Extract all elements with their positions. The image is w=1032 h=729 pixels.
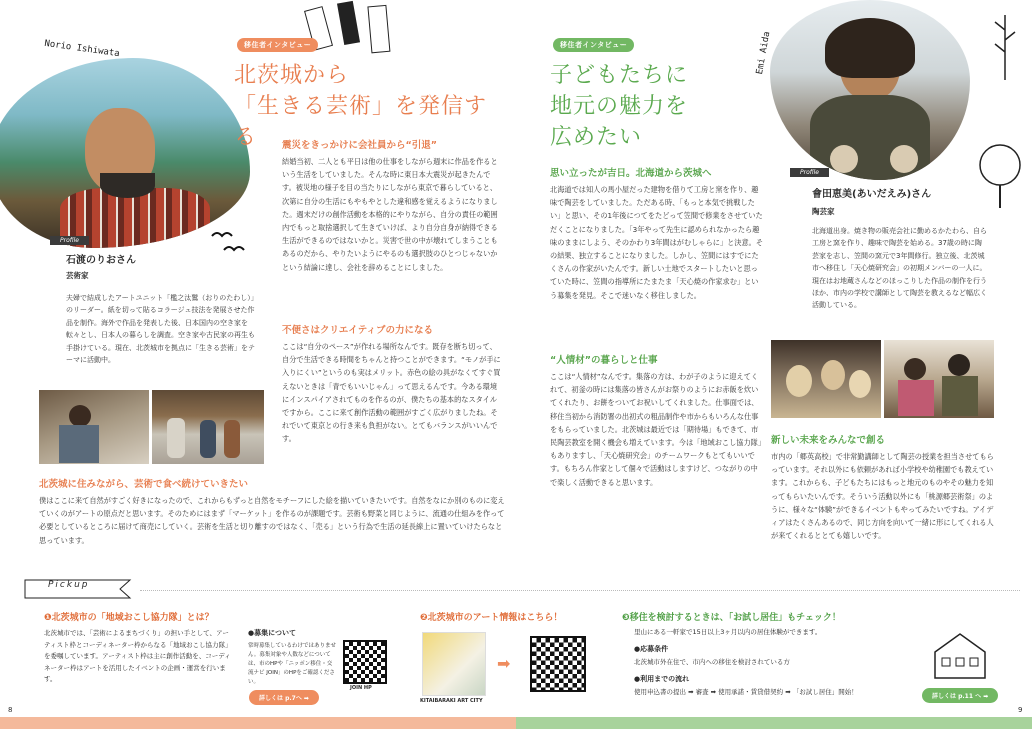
photo-group	[152, 390, 264, 464]
right-s1-text: 北海道では知人の馬小屋だった建物を借りて工房と窯を作り、趣味で陶芸をしていました。ただある時、「もっと本気で挑戦したい」と思い、その1年後につてをたどって笠間で修業をさせていただくことになりました。「3年やって先生に認められなかったら趣味のままにしよう、そのかわり3年間はがむしゃらに」と決意。その結果、独立することになりました。しかし、笠間にはすでにたくさんの作家がいたんです。新しい土地でスタートしたいと思っていた時に、笠間の指導所にたまたま「天心焼の作家求む」という募集を発見。そこで迷いなく移住しました。	[550, 185, 764, 300]
photo-workshop	[39, 390, 149, 464]
left-s3-title: 北茨城に住みながら、芸術で食べ続けていきたい	[39, 479, 249, 490]
portrait-ishiwata	[0, 58, 250, 248]
right-s3-title: 新しい未来をみんなで創る	[771, 435, 886, 446]
qr-art	[530, 636, 586, 692]
byline-right: Emi Aida	[754, 30, 773, 76]
right-tag: 移住者インタビュー	[553, 38, 634, 52]
page-number-left: 8	[8, 706, 13, 714]
plant-decoration	[985, 10, 1025, 80]
qr-join	[343, 640, 387, 684]
left-s3-text: 僕はここに来て自然がすごく好きになったので、これからもずっと自然をモチーフにした絵を描いていきたいです。自然をなにか別のものに変えていくのがアートの原点だと思います。そのためにはまず「マーケット」を作るのが課題です。芸術も野菜と同じように、流通の仕組みを作って必要としているところに届けて商売にしていく。芸術を生活と切り離すのではなく、「売る」という行為で生活の延長線上に置いていけたらなと思っています。	[39, 496, 505, 545]
pickup-col1-button[interactable]: 詳しくは p.7へ ➡	[249, 690, 319, 705]
right-profile-text: 北海道出身。焼き物の販売会社に勤めるかたわら、自ら工房と窯を作り、趣味で陶芸を始める。37歳の時に陶芸家を志し、笠間の窯元で3年間修行。独立後、北茨城市へ移住し「天心焼研究会」の初期メンバーの一人に。現在はお地蔵さんなどのほっこりした作品の制作を行うほか、市内の学校で講師として陶芸を教えるなど幅広く活動している。	[812, 227, 987, 310]
pickup-col3-button[interactable]: 詳しくは p.11 へ ➡	[922, 688, 998, 703]
left-headline-line2: 「生きる芸術」を発信する	[234, 94, 488, 150]
qr-join-label: JOIN HP	[350, 685, 372, 691]
right-s2-title: “人情材”の暮らしと仕事	[550, 355, 658, 366]
page-number-right: 9	[1018, 706, 1023, 714]
right-profile-tag: Profile	[790, 168, 829, 177]
pickup-col3-cond-text: 北茨城市外在住で、市内への移住を検討されている方	[634, 658, 790, 666]
pickup-col1-title: ❶北茨城市の「地域おこし協力隊」とは？	[44, 613, 214, 623]
pickup-col3-text: 里山にある一軒家で15日以上3ヶ月以内の居住体験ができます。	[634, 628, 822, 636]
left-profile-text: 夫婦で結成したアートユニット「檻之汰鷲（おりのたわし）」のリーダー。紙を切って貼るコラージュ技法を発展させた作品を制作。海外で作品を発表した後、日本国内の空き家を転々とし、日本人の暮らしを調査。空き家や古民家の再生も手掛けている。現在、北茨城市を拠点に「生きる芸術」をテーマに活動中。	[66, 294, 258, 365]
right-s3-text: 市内の「郷英高校」で非常勤講師として陶芸の授業を担当させてもらっています。それ以外にも依頼があれば小学校や幼稚園でも教えています。これからも、子どもたちにはもっと地元のものやその魅力を知ってもらいたいんです。そういう活動以外にも「桃源郷芸術祭」のように、様々な“体験”ができるイベントもやってみたいですね。アイディアはたくさんあるので、同じ方向を向いて一緒に形にしてくれる人が来てくれるととても嬉しいです。	[771, 452, 994, 541]
pickup-col3-cond-title: ●応募条件	[634, 645, 669, 653]
photo-jizo	[771, 340, 881, 418]
pickup-col3-flow-title: ●利用までの流れ	[634, 675, 690, 683]
pickup-col2-title: ❷北茨城市のアート情報はこちら！	[420, 613, 563, 623]
tree-decoration	[975, 140, 1030, 210]
art-city-caption: KITAIBARAKI ART CITY	[420, 698, 483, 704]
right-name: 會田恵美(あいだえみ)さん	[812, 189, 932, 200]
byline-left: Norio Ishiwata	[43, 38, 121, 60]
birds-decoration	[210, 228, 250, 258]
left-s2-text: ここは“自分のペース”が作れる場所なんです。既存を断ち切って、自分で生活できる時間をちゃんと持つことができます。“モノが手に入りにくい”というのも実はメリット。赤色の絵の具がなくてすぐ買えないときは「青でもいいじゃん」って思えるんです。今ある環境にインスパイアされてものを作るのが、僕たちの基本的なスタイルですから。ここに来て創作活動の範囲がすごく広がりましたね。それでいて東京との行き来も負担がない。とてもバランスがいいんです。	[282, 342, 501, 444]
pickup-divider	[140, 590, 1020, 591]
photo-class	[884, 340, 994, 418]
house-icon	[930, 630, 990, 680]
pickup-col1-text: 北茨城市では、「芸術によるまちづくり」の担い手として、アーティスト枠とコーディネーター枠からなる「地域おこし協力隊」を委嘱しています。アーティスト枠は主に創作活動を、コーディネーター枠はアートを活用したイベントの企画・運営を行います。	[44, 629, 232, 683]
pickup-col1-recruit-title: ●募集について	[248, 629, 296, 637]
pickup-col3-title: ❸移住を検討するときは、「お試し居住」もチェック！	[622, 613, 841, 623]
art-city-thumbnail	[422, 632, 486, 696]
footer-bar-left	[0, 717, 516, 729]
footer-bar-right	[516, 717, 1032, 729]
arrow-icon: ➡	[497, 654, 511, 673]
right-role: 陶芸家	[812, 207, 835, 216]
pickup-col1-recruit-text: 常時募集しているわけではありません。募集対象や人数などについては、市のHPや「ニッポン移住・交流ナビ JOIN」のHPをご確認ください。	[248, 643, 337, 685]
pickup-label: Pickup	[48, 580, 90, 590]
right-headline	[550, 60, 780, 153]
left-s1-title: 震災をきっかけに会社員から“引退”	[282, 140, 437, 151]
left-name: 石渡のりおさん	[66, 255, 136, 266]
right-s1-title: 思い立ったが吉日。北海道から茨城へ	[550, 168, 712, 179]
left-role: 芸術家	[66, 271, 89, 280]
left-tag: 移住者インタビュー	[237, 38, 318, 52]
left-profile-tag: Profile	[50, 236, 89, 245]
left-s2-title: 不便さはクリエイティブの力になる	[282, 325, 434, 336]
right-headline-line3: 広めたい	[550, 125, 643, 150]
right-s2-text: ここは“人情材”なんです。集落の方は、わが子のように迎えてくれて、初釜の時には集落の皆さんがお祭りのようにお赤飯を炊いてくれたり、お餅をついてお祝いしてくれました。仕事面では、移住当初から消防署の出初式の粗品制作や市からもいろんな仕事をもらっていました。北茨城は最近では「期待場」もできて、市民陶芸教室を開く機会も増えています。今は「地域おこし協力隊」もありますし、「天心焼研究会」のチームワークもとてもいいです。もちろん作家として個々で活動はしますけど、つながりの中で楽しく活動できると思います。	[550, 372, 762, 487]
left-headline-line1: 北茨城から	[234, 63, 350, 88]
portrait-aida	[770, 0, 970, 180]
right-headline-line2: 地元の魅力を	[550, 94, 689, 119]
right-headline-line1: 子どもたちに	[550, 63, 689, 88]
left-s1-text: 結婚当初、二人とも平日は他の仕事をしながら週末に作品を作るという生活をしていました。そんな時に東日本大震災が起きたんです。被災地の様子を目の当たりにしながら東京で暮らしていると、次第に自分の生活にもやもやとした違和感を覚えるようになりました。週末だけの創作活動を本格的にやりながら、自分の責任の範囲内でもっと取捨選択して生きていけば、より自分自身が納得できる生活ができるのではないかと。災害で世の中が壊れてしまうこともあるのだから、やりたいようにやるのも選択肢のひとつじゃないかという結論に達し、会社を辞めることにしました。	[282, 157, 498, 272]
pickup-col3-flow-text: 使用申込書の提出 ➡ 審査 ➡ 使用承諾・賃貸借契約 ➡ 「お試し居住」開始！	[634, 688, 858, 696]
paint-tube-decoration	[300, 0, 410, 60]
